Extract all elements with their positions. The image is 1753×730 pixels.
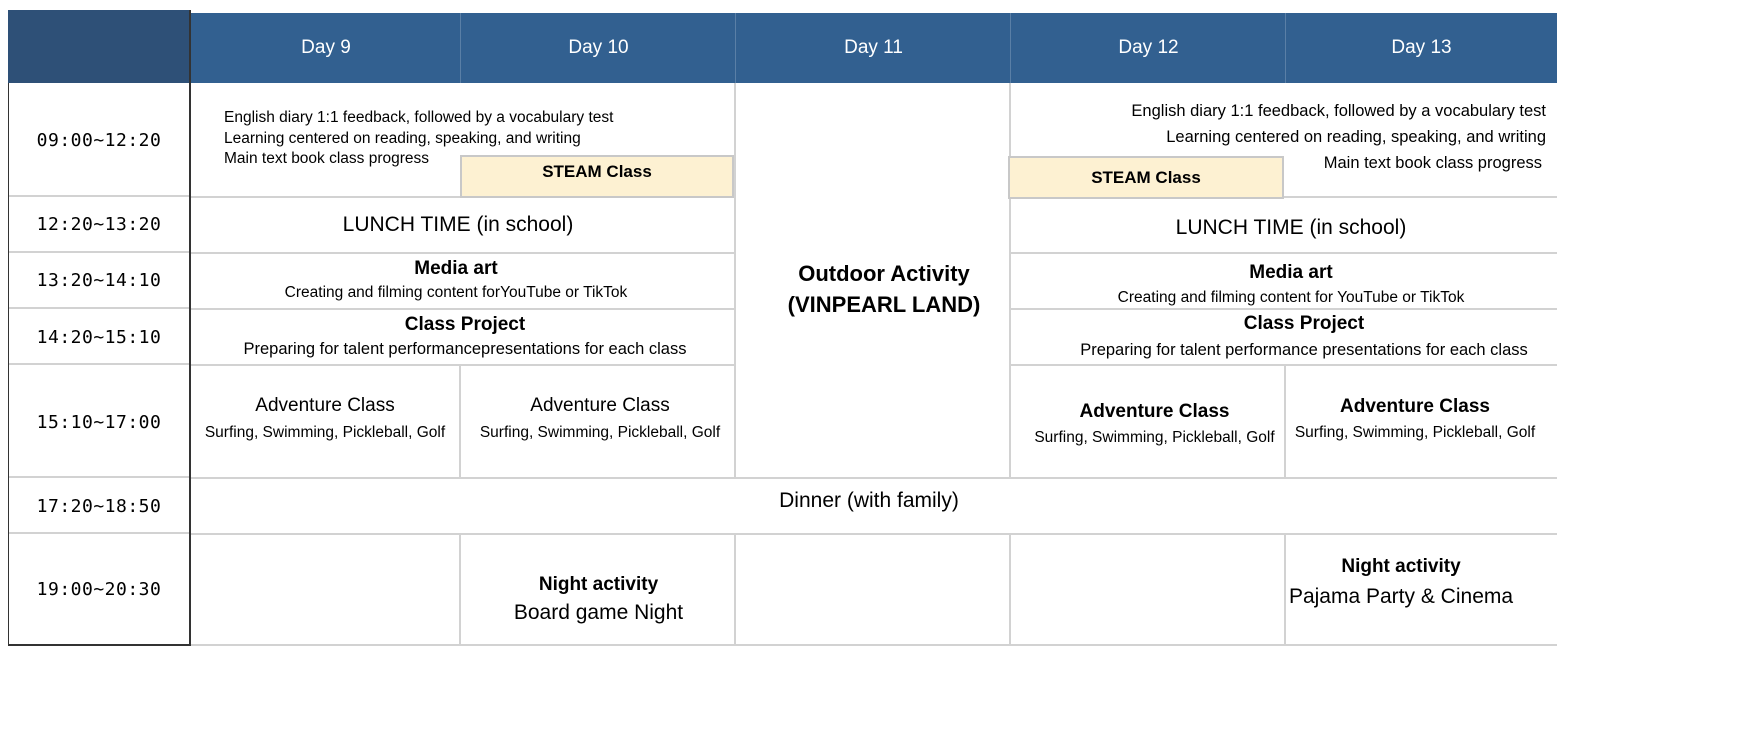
morning-left-line-2: Learning centered on reading, speaking, and writing [224,129,581,147]
header-day-9: Day 9 [191,13,461,83]
time-slot-1420: 14:20~15:10 [36,326,162,348]
class-project-left-title: Class Project [404,314,526,335]
time-slot-1510: 15:10~17:00 [36,411,162,433]
header-day-11: Day 11 [736,13,1011,83]
class-project-left [191,310,739,364]
night-activity-day13-sub: Pajama Party & Cinema [1288,585,1514,608]
lunch-left: LUNCH TIME (in school) [342,213,574,236]
adventure-day12 [1011,388,1298,458]
media-art-right [1011,258,1571,312]
header-day-13: Day 13 [1286,13,1557,83]
media-art-right-title: Media art [1249,262,1333,283]
class-project-right-sub: Preparing for talent performance presentations for each class [1080,341,1528,359]
media-art-left [191,254,721,308]
night-activity-day13 [1286,552,1516,612]
morning-right-line-3: Main text book class progress [1323,154,1542,172]
class-project-right [1011,310,1597,364]
adventure-day13-sub: Surfing, Swimming, Pickleball, Golf [1294,424,1536,441]
outdoor-activity [736,256,1032,322]
outdoor-activity-line-2: (VINPEARL LAND) [787,292,981,317]
night-activity-day10-title: Night activity [538,574,659,595]
adventure-day10-title: Adventure Class [530,395,670,416]
media-art-right-sub: Creating and filming content for YouTube or TikTok [1117,289,1465,306]
outdoor-activity-line-1: Outdoor Activity [798,261,970,286]
morning-left-line-1: English diary 1:1 feedback, followed by a vocabulary test [224,109,614,126]
adventure-day10-sub: Surfing, Swimming, Pickleball, Golf [479,424,721,441]
class-project-right-title: Class Project [1243,313,1365,334]
night-activity-day10 [461,570,736,628]
morning-left-line-3: Main text book class progress [224,150,430,167]
adventure-day10 [466,383,734,453]
time-slot-0900: 09:00~12:20 [36,129,162,151]
adventure-day13 [1286,383,1544,453]
time-slot-1900: 19:00~20:30 [36,579,162,600]
adventure-day9-title: Adventure Class [255,395,395,416]
dinner: Dinner (with family) [779,489,959,512]
time-slot-1220: 12:20~13:20 [36,213,162,235]
adventure-day9 [191,383,459,453]
steam-class-day12: STEAM Class [1008,156,1284,199]
media-art-left-title: Media art [414,258,498,279]
class-project-left-sub: Preparing for talent performancepresentations for each class [243,340,687,358]
steam-class-day10: STEAM Class [460,155,734,198]
lunch-right: LUNCH TIME (in school) [1175,216,1407,239]
adventure-day12-title: Adventure Class [1079,401,1230,422]
header-day-12: Day 12 [1011,13,1286,83]
adventure-day12-sub: Surfing, Swimming, Pickleball, Golf [1034,429,1275,446]
night-activity-day10-sub: Board game Night [513,601,684,624]
time-slot-1320: 13:20~14:10 [36,269,162,291]
header-corner [8,10,191,83]
header-day-10: Day 10 [461,13,736,83]
media-art-left-sub: Creating and filming content forYouTube or TikTok [284,284,628,301]
adventure-day13-title: Adventure Class [1340,396,1490,417]
time-slot-1720: 17:20~18:50 [36,495,162,517]
morning-right-line-1: English diary 1:1 feedback, followed by a vocabulary test [1131,102,1546,120]
morning-right-line-2: Learning centered on reading, speaking, and writing [1166,128,1546,146]
night-activity-day13-title: Night activity [1341,556,1461,577]
adventure-day9-sub: Surfing, Swimming, Pickleball, Golf [204,424,446,441]
